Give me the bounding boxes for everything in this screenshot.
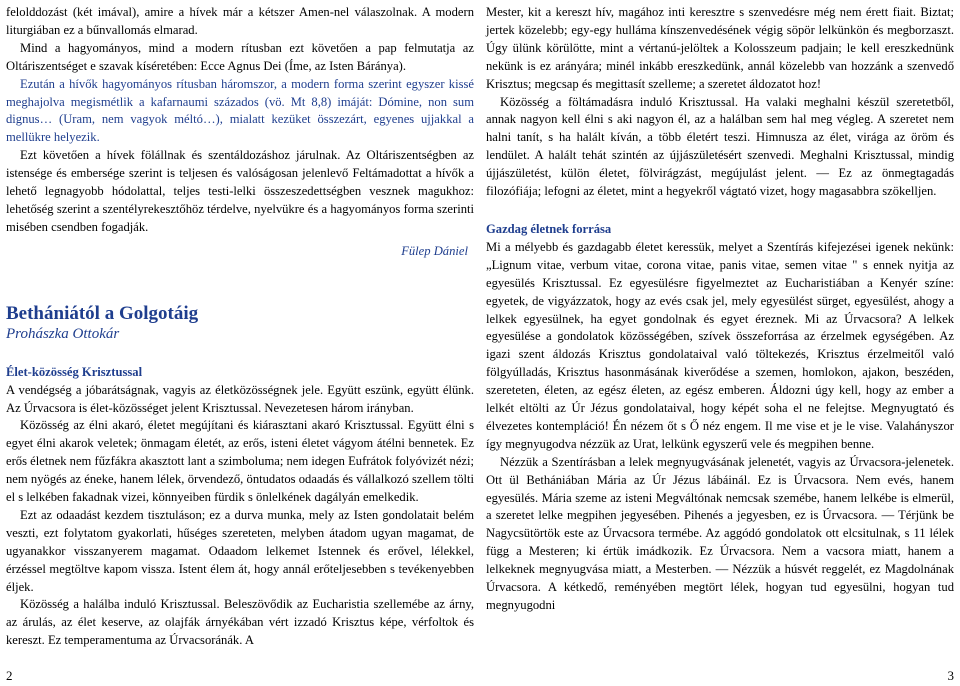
paragraph: Mester, kit a kereszt hív, magához inti keresztre s szenvedésre még nem érett fiait. Biztat; jertek közelebb; egy-egy hulláma kínszenvedésének végig söpör lelkünkön és megborzaszt. Úgy ülünk körülötte, mint a vértanú-jelöltek a Kolosszeum padjain; le kell ereszkednünk nekünk is ez arányára; minél inkább ereszkedünk, annál közelebb van hozzánk a szenvedő Krisztus; megcsap és megittasít szelleme; a szeretet áldozatot hoz! <box>486 5 954 91</box>
paragraph: Mi a mélyebb és gazdagabb életet keressük, melyet a Szentírás kifejezései igenek nekünk: „Lignum vitae, verbum vitae, corona vitae, panis vitae, semen vitae " s ennek nyitja az egyesülés Krisztussal. Ez egyesülésre figyelmeztet az Eucharistiában a Kenyér színe: egyetek, de vigyázzatok, hogy az evés csak jel, mely egyesülést sürget, egyesülést, ahogy a lelkek egyesülnek, ha egyet gondolnak és egyet éreznek. Mi az Úrvacsora? A lelkek egyesülése a gondolatok közösségében, szívek összeforrása az érzelmek egységében. Az igazi szent áldozás Krisztus gondolataival való töltekezés, Krisztus érzelmeitől való fölgyúlladás, Krisztus hasonmásának kiverődése a szemen, homlokon, ajakon, beszéden, szereteten, életen, az egész életen, az egész emberen. Áldozni úgy kell, hogy az ember a lelkét eltölti az Úr Jézus gondolataival, hogy képét soha el ne felejtse. Megnyugtató és élvezetes kontempláció! Én nézem őt s Ő néz engem. Il me vise et je le vise. Valahányszor így megnyugodva nézzük az Urat, lelkünk egyszerű vele és megpihen benne. <box>486 239 954 451</box>
paragraph: Mind a hagyományos, mind a modern rítusban ezt követően a pap felmutatja az Oltáriszentséget e szavak kíséretében: Ecce Agnus Dei (Íme, az Isten Báránya). <box>6 40 474 73</box>
paragraph: Ezt követően a hívek fölállnak és szentáldozáshoz járulnak. Az Oltáriszentségben az istensége és embersége szerint is teljesen és valóságosan jelenlevő Feltámadottat a hívők a lehető legnagyobb hódolattal, teljes testi-lelki összeszedettségben vesznek magukhoz: lehetőség szerint a szentélyrekesztőhöz térdelve, nyelvükre és a hagyományos forma szerinti misében csendben fogadják. <box>6 148 474 234</box>
paragraph: Közösség a halálba induló Krisztussal. Beleszövődik az Eucharistia szellemébe az árny, az árulás, az élet keserve, az olajfák árnyékában vért izzadó Krisztus képe, vérfoltok és kereszt. Ez temperamentuma az Úrvacsoránák. A <box>6 597 474 648</box>
section-heading: Gazdag életnek forrása <box>486 221 612 236</box>
section-heading: Élet-közösség Krisztussal <box>6 364 143 379</box>
article-author: Prohászka Ottokár <box>6 325 120 342</box>
page-number-left: 2 <box>6 668 13 683</box>
signature: Fülep Dániel <box>401 243 468 258</box>
right-column <box>486 4 954 615</box>
paragraph: Közösség az élni akaró, életet megújítani és kiárasztani akaró Krisztussal. Együtt élni s egyet élni akarok veletek; önmagam életét, az erős, isteni életet vágyom átélni bennetek. Ez erős életnek nem fűzfákra akasztott lant a szimboluma; nem idegen Eufrátok folyóvizét nézi; nem nyögés az éneke, hanem lélek, örvendező, öntudatos odaadás és vállalkozó szellem tölti el s lelkében fakadnak vizei, könnyeiben fürdik s önlelkének dagályán emelkedik. <box>6 418 474 505</box>
page-number-right: 3 <box>947 668 954 683</box>
left-column <box>6 4 474 650</box>
paragraph: Ezt az odaadást kezdem tisztuláson; ez a durva munka, mely az Isten gondolatait belém veszti, ezt folytatom gyakorlati, hűséges szereteten, melyben átadom ugyan magamat, de ugyanakkor visszanyerem magamat. Odaadom lelkemet Istennek és erővel, lélekkel, érzéssel megtöltve kapom vissza. Istent élem át, hogy annál erőteljesebben s tevékenyebben éljek. <box>6 507 474 594</box>
paragraph: A vendégség a jóbarátságnak, vagyis az életközösségnek jele. Együtt eszünk, együtt élünk. Az Úrvacsora is élet-közösséget jelent Krisztussal. Nevezetesen három irányban. <box>6 382 474 415</box>
paragraph: felolddozást (két imával), amire a hívek már a kétszer Amen-nel válaszolnak. A modern liturgiában ez a bűnvallomás elmarad. <box>6 5 474 37</box>
paragraph: Ezután a hívők hagyományos rítusban háromszor, a modern forma szerint egyszer kissé meghajolva megismétlik a kafarnaumi százados (vö. Mt 8,8) imáját: Dómine, non sum dignus… (Uram, nem vagyok méltó…), mialatt kezüket összezárt, egyenes ujjakkal a mellükre helyezik. <box>6 76 474 145</box>
paragraph: Közösség a föltámadásra induló Krisztussal. Ha valaki meghalni készül szeretetből, annak nagyon kell élni s aki nagyon él, az a halálban sem hal meg végleg. A szeretet nem halni tanít, s ha halált kíván, a több életért teszi. Himnusza az élet, virága az öröm és lendület. A halált tehát szintén az újjászületésért szenvedi. Meghalni Krisztussal, mindig újjászületést, külön életet, fölvirágzást, megújulást jelent. — Ez az önmegtagadás filozófiája; lefogni az életet, mint a hegyekről vágtató vizet, hogy magasabbra szökelljen. <box>486 94 954 199</box>
article-title: Betháni​ától a Golgotáig <box>6 302 199 324</box>
paragraph: Nézzük a Szentírásban a lelek megnyugvásának jelenetét, vagyis az Úrvacsora-jelenetek. Ott ül Betháni​ában Mária az Úr Jézus lábáinál. Ez is Úrvacsora. Nem evés, hanem egyesülés. Mária szeme az isteni Megváltónak nemcsak szemébe, hanem lelkébe is elmerül, a szeretet lelke megpihen jegyesében. Pihenés a jegyesben, ez is Úrvacsora. — Térjünk be Nagycsütörtök este az Úrvacsora termébe. Az aggódó gondolatok ott elcsitulnak, s 11 lélek függ a Mesteren; ki értük imádkozik. Ez Úrvacsora. Nem a vacsora miatt, hanem a lelkeknek megnyugvása miatt, a Mesterben. — Nézzük a húsvét reggelét, ez Magdolnának Úrvacsora. A kétkedő, remény​ében megtört lélek, hogyan tud egyesülni, hogyan tud megnyugodni <box>486 454 954 612</box>
